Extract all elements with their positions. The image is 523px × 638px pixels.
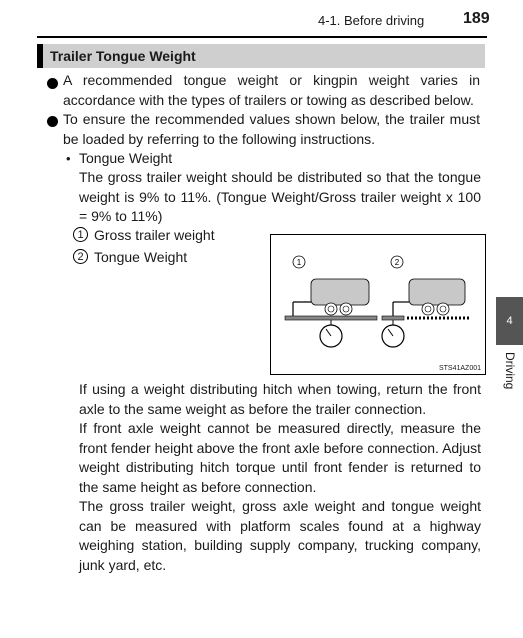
- trailer-2: [393, 279, 465, 318]
- legend-number-1: 1: [73, 227, 88, 242]
- bullet-text-2: To ensure the recommended values shown below, the trailer must be loaded by referring to the following instructions.: [63, 111, 480, 147]
- platform-scale-1: [285, 316, 377, 347]
- bullet-icon: [47, 116, 58, 127]
- bullet-text-1: A recommended tongue weight or kingpin weight varies in accordance with the types of trailers or towing as described below.: [63, 72, 480, 108]
- trailer-weight-figure: [270, 234, 486, 375]
- legend-label-1: Gross trailer weight: [94, 227, 215, 243]
- trailer-1: [293, 279, 369, 318]
- paragraph-front-axle: If front axle weight cannot be measured directly, measure the front fender height above the front axle before connection. Adjust weight distributing hitch torque until front fender is returned to the same height as before connection.: [79, 420, 481, 495]
- section-title: 4-1. Before driving: [318, 13, 425, 28]
- figure-marker-1-text: 1: [296, 258, 302, 267]
- chapter-tab: 4: [496, 297, 523, 345]
- page-number: 189: [463, 10, 490, 27]
- bullet-icon: [47, 78, 58, 89]
- paragraph-scales: The gross trailer weight, gross axle weight and tongue weight can be measured with platform scales found at a highway weighing station, building supply company, trucking company, junk yard, etc.: [79, 498, 481, 573]
- legend-number-2: 2: [73, 249, 88, 264]
- platform-scale-2: [382, 316, 471, 347]
- sub-bullet-dot: •: [66, 151, 71, 166]
- header-rule: [37, 36, 487, 38]
- paragraph-hitch: If using a weight distributing hitch when towing, return the front axle to the same weight as before the trailer connection.: [79, 381, 481, 417]
- chapter-label: Driving: [503, 352, 517, 390]
- section-heading: Trailer Tongue Weight: [37, 44, 485, 68]
- trailer-illustration: [271, 235, 485, 374]
- sub-text: The gross trailer weight should be distributed so that the tongue weight is 9% to 11%. (Tongue Weight/Gross trailer weight x 100 = 9% to 11%): [79, 169, 481, 224]
- sub-heading: Tongue Weight: [79, 150, 173, 166]
- figure-marker-2-text: 2: [394, 258, 400, 267]
- figure-code: STS41AZ001: [438, 365, 481, 372]
- legend-label-2: Tongue Weight: [94, 249, 188, 265]
